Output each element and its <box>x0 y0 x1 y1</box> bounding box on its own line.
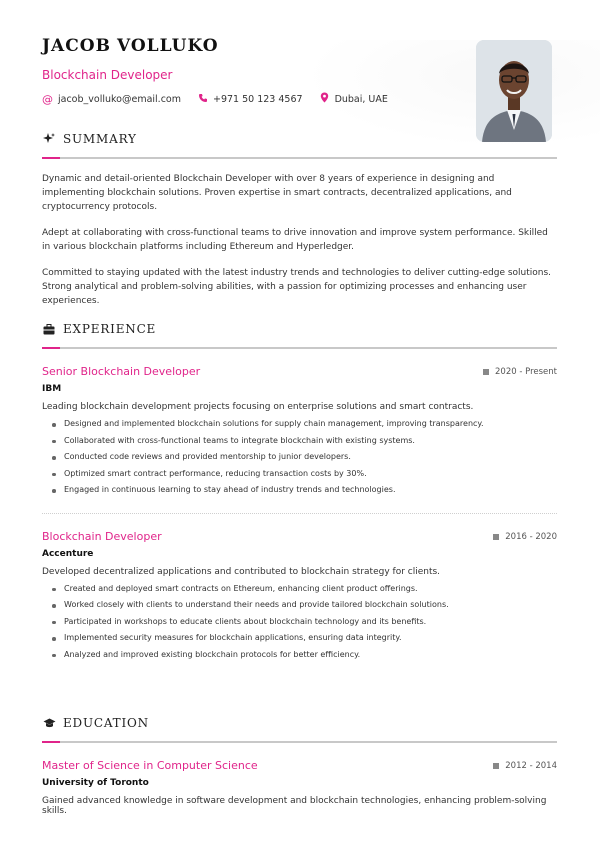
profile-photo <box>476 40 552 142</box>
education-dates <box>493 761 557 771</box>
job-dates-text: 2020 - Present <box>495 367 557 377</box>
contact-location <box>319 92 388 106</box>
education-heading <box>42 716 557 730</box>
graduation-cap-icon <box>42 716 56 730</box>
education-description: Gained advanced knowledge in software development and blockchain technologies, enhancing problem-solving skills. <box>42 796 547 816</box>
list-item: Engaged in continuous learning to stay ahead of industry trends and technologies. <box>52 482 557 499</box>
job-description: Leading blockchain development projects focusing on enterprise solutions and smart contracts. <box>42 402 474 412</box>
job-dates-text: 2016 - 2020 <box>505 531 557 542</box>
last-name: VOLLUKO <box>116 36 219 56</box>
summary-paragraph: Dynamic and detail-oriented Blockchain Developer with over 8 years of experience in designing and implementing blockchain solutions. Proven expertise in smart contracts, decentralized applications, and cryptocurrency protocols. <box>42 174 512 212</box>
location-text: Dubai, UAE <box>334 93 388 105</box>
list-item: Optimized smart contract performance, reducing transaction costs by 30%. <box>52 466 557 483</box>
list-item: Participated in workshops to educate clients about blockchain technology and its benefits. <box>52 614 557 631</box>
contact-email[interactable] <box>42 93 181 106</box>
summary-body <box>42 172 557 308</box>
summary-section <box>42 132 557 320</box>
map-pin-icon <box>319 92 330 106</box>
phone-icon <box>197 93 208 106</box>
education-entry <box>42 759 557 816</box>
list-item: Created and deployed smart contracts on Ethereum, enhancing client product offerings. <box>52 581 557 598</box>
job-bullets <box>42 416 557 499</box>
education-section <box>42 716 557 816</box>
candidate-name <box>42 36 462 56</box>
summary-heading <box>42 132 557 146</box>
email-text: jacob_volluko@email.com <box>58 93 181 105</box>
job-bullets <box>42 581 557 664</box>
at-icon: @ <box>42 92 53 106</box>
list-item: Collaborated with cross-functional teams to integrate blockchain with existing systems. <box>52 433 557 450</box>
summary-paragraph: Committed to staying updated with the latest industry trends and technologies to deliver cutting-edge solutions. Strong analytical and problem-solving abilities, with a passion for optimizing processes and enhancing user experiences. <box>42 268 552 306</box>
job-title: Senior Blockchain Developer <box>42 365 201 378</box>
degree-title: Master of Science in Computer Science <box>42 759 258 772</box>
list-item: Analyzed and improved existing blockchain protocols for better efficiency. <box>52 647 557 664</box>
summary-paragraph: Adept at collaborating with cross-functional teams to drive innovation and improve system performance. Skilled in various blockchain platforms including Ethereum and Hyperledger. <box>42 228 548 252</box>
job-dates <box>493 532 557 542</box>
list-item: Conducted code reviews and provided mentorship to junior developers. <box>52 449 557 466</box>
contact-row <box>42 92 462 106</box>
list-item: Implemented security measures for blockchain applications, ensuring data integrity. <box>52 630 557 647</box>
resume-header <box>42 36 462 106</box>
summary-rule <box>42 157 557 159</box>
company-name: IBM <box>42 384 62 394</box>
experience-title: EXPERIENCE <box>63 322 157 336</box>
entry-divider <box>42 513 557 514</box>
school-name: University of Toronto <box>42 778 149 788</box>
experience-heading <box>42 322 557 336</box>
avatar-illustration <box>476 40 552 142</box>
education-rule <box>42 741 557 743</box>
calendar-icon <box>493 763 499 769</box>
phone-text: +971 50 123 4567 <box>213 93 303 105</box>
job-role: Blockchain Developer <box>42 68 173 82</box>
first-name: JACOB <box>42 36 111 56</box>
calendar-icon <box>483 369 489 375</box>
contact-phone[interactable] <box>197 93 303 106</box>
company-name: Accenture <box>42 548 94 559</box>
experience-section <box>42 322 557 663</box>
summary-title: SUMMARY <box>63 132 137 146</box>
calendar-icon <box>493 534 499 540</box>
experience-rule <box>42 347 557 349</box>
list-item: Worked closely with clients to understand their needs and provide tailored blockchain solutions. <box>52 597 557 614</box>
job-entry <box>42 365 557 514</box>
job-title: Blockchain Developer <box>42 529 162 543</box>
job-entry <box>42 530 557 664</box>
briefcase-icon <box>42 322 56 336</box>
list-item: Designed and implemented blockchain solutions for supply chain management, improving transparency. <box>52 416 557 433</box>
education-dates-text: 2012 - 2014 <box>505 761 557 771</box>
job-dates <box>483 367 557 377</box>
sparkle-icon <box>42 132 56 146</box>
education-title: EDUCATION <box>63 716 149 730</box>
job-description: Developed decentralized applications and contributed to blockchain strategy for clients. <box>42 566 441 577</box>
